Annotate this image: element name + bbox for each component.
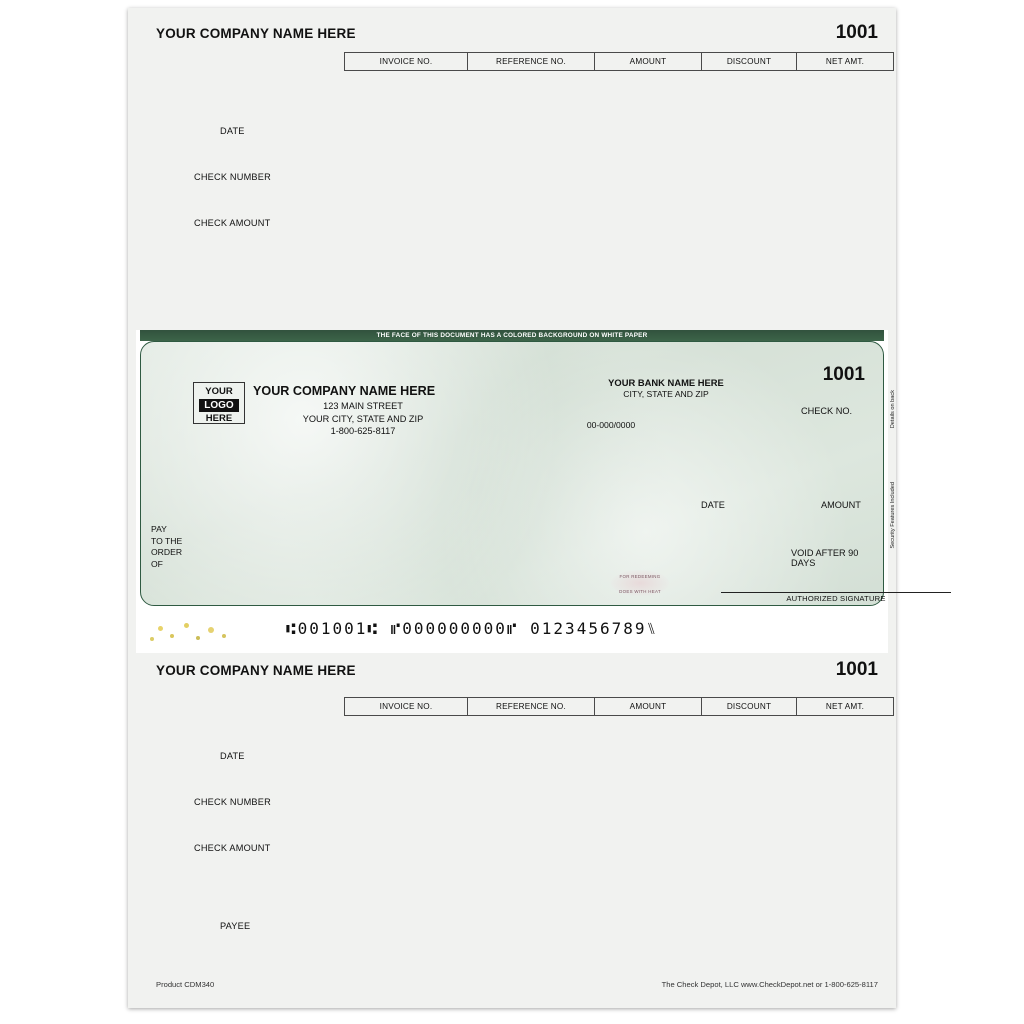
table-header-row [345, 698, 894, 716]
side-note-security-features: Security Features Included [890, 482, 896, 549]
check-body [136, 330, 896, 610]
logo-line-1: YOUR [205, 386, 233, 397]
logo-line-2: LOGO [199, 399, 239, 412]
check-company-address [253, 400, 473, 438]
security-band: THE FACE OF THIS DOCUMENT HAS A COLORED BACKGROUND ON WHITE PAPER [140, 330, 884, 341]
col-net-amt: NET AMT. [797, 698, 894, 716]
bank-city: CITY, STATE AND ZIP [623, 389, 709, 399]
micr-zone [136, 610, 888, 653]
check-amount-label: AMOUNT [821, 500, 861, 510]
confetti-fiber [184, 623, 189, 628]
col-amount: AMOUNT [595, 53, 702, 71]
product-code: Product CDM340 [156, 980, 215, 989]
void-after-label: VOID AFTER 90 DAYS [791, 548, 859, 568]
check-no-label: CHECK NO. [801, 406, 853, 416]
col-net-amt: NET AMT. [797, 53, 894, 71]
pay-line-2: TO THE [151, 535, 183, 546]
company-phone: 1-800-625-8117 [330, 426, 396, 437]
signature-line [721, 592, 951, 593]
pay-line-1: PAY [151, 524, 167, 534]
stub-top-label-date: DATE [220, 126, 245, 136]
col-discount: DISCOUNT [702, 698, 797, 716]
col-invoice-no: INVOICE NO. [345, 53, 468, 71]
col-discount: DISCOUNT [702, 53, 797, 71]
pay-to-the-order-of [151, 524, 182, 570]
logo-placeholder [193, 382, 245, 424]
seal-text-top: FOR REDEEMING [619, 574, 661, 579]
stub-bottom-label-date: DATE [220, 751, 245, 761]
micr-line: ⑆001001⑆ ⑈000000000⑈ 0123456789⑊ [286, 619, 659, 638]
pay-line-3: ORDER [151, 547, 183, 558]
confetti-fiber [158, 626, 163, 631]
stub-top-company-name: YOUR COMPANY NAME HERE [156, 26, 356, 41]
col-invoice-no: INVOICE NO. [345, 698, 468, 716]
pay-line-4: OF [151, 558, 163, 569]
address-line-1: 123 MAIN STREET [323, 401, 403, 411]
stub-top-check-number: 1001 [835, 22, 878, 43]
table-header-row [345, 53, 894, 71]
stub-bottom [128, 653, 896, 1008]
seal-text-bottom: DOES WITH HEAT [619, 589, 661, 594]
stub-bottom-label-payee: PAYEE [220, 921, 251, 931]
authorized-signature-label: AUTHORIZED SIGNATURE [786, 594, 886, 603]
col-amount: AMOUNT [595, 698, 702, 716]
stub-bottom-label-check-amount: CHECK AMOUNT [194, 843, 271, 853]
check-company-name: YOUR COMPANY NAME HERE [253, 384, 436, 398]
confetti-fiber [196, 636, 200, 640]
col-reference-no: REFERENCE NO. [468, 53, 595, 71]
confetti-fiber [208, 627, 214, 633]
bank-name: YOUR BANK NAME HERE [608, 377, 724, 388]
stub-bottom-detail-table [344, 697, 894, 716]
check-face [140, 341, 884, 606]
confetti-fiber [150, 637, 154, 641]
side-note-details-on-back: Details on back [890, 390, 896, 429]
stub-top [128, 8, 896, 326]
footer-credit: The Check Depot, LLC www.CheckDepot.net or 1-800-625-8117 [661, 980, 878, 989]
security-seal [611, 570, 669, 596]
confetti-fiber [170, 634, 174, 638]
address-line-2: YOUR CITY, STATE AND ZIP [302, 413, 424, 424]
routing-fraction: 00-000/0000 [586, 420, 636, 430]
check-date-label: DATE [701, 500, 725, 510]
col-reference-no: REFERENCE NO. [468, 698, 595, 716]
stub-top-label-check-number: CHECK NUMBER [194, 172, 271, 182]
confetti-fiber [222, 634, 226, 638]
logo-line-3: HERE [205, 413, 233, 424]
check-sheet [128, 8, 896, 1008]
stub-top-label-check-amount: CHECK AMOUNT [194, 218, 271, 228]
stub-bottom-label-check-number: CHECK NUMBER [194, 797, 271, 807]
stub-top-detail-table [344, 52, 894, 71]
stub-bottom-company-name: YOUR COMPANY NAME HERE [156, 663, 356, 678]
stub-bottom-check-number: 1001 [835, 659, 878, 680]
check-number: 1001 [822, 364, 865, 385]
